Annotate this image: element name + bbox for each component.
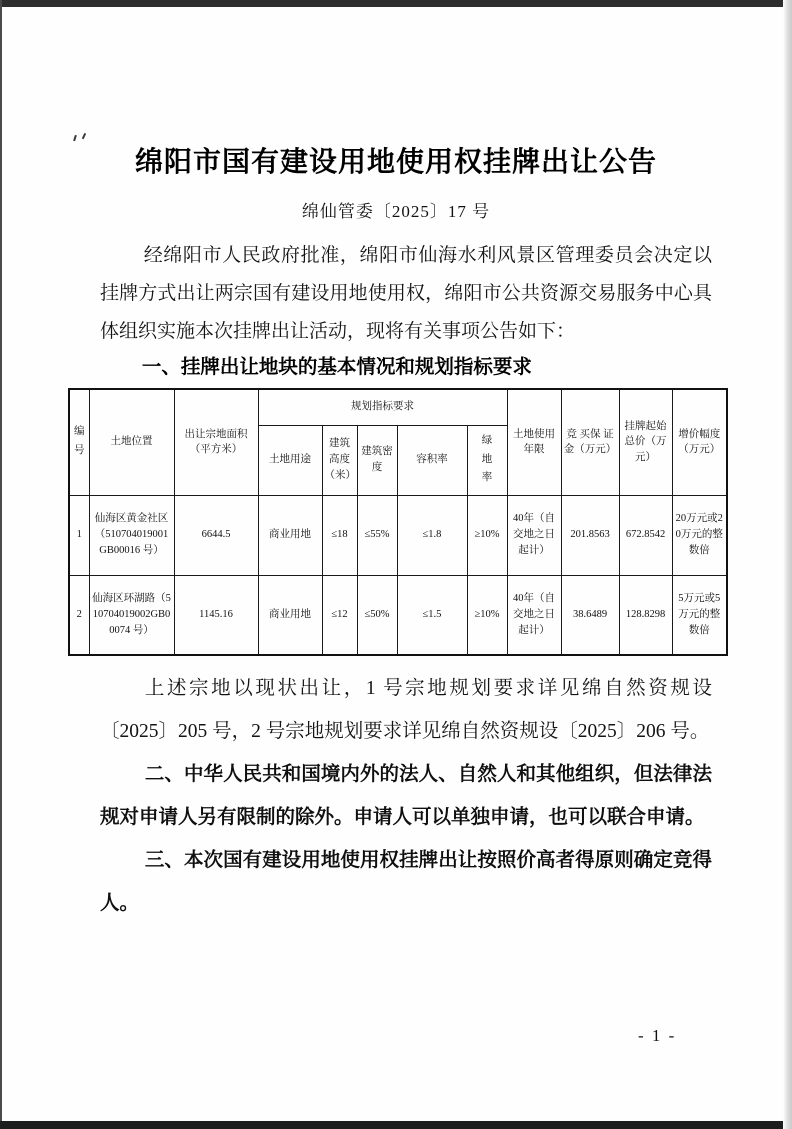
table-row-parcel-2 [69,575,727,655]
scan-edge-bottom [0,1121,792,1129]
cell-far: ≤1.5 [397,575,467,655]
col-header-far: 容积率 [397,425,467,495]
cell-density: ≤55% [357,495,397,575]
page-title: 绵阳市国有建设用地使用权挂牌出让公告 [134,146,657,177]
cell-green: ≥10% [467,575,507,655]
cell-height: ≤18 [322,495,357,575]
cell-use: 商业用地 [258,495,322,575]
col-header-height: 建筑高度（米） [322,425,357,495]
cell-term: 40年（自交地之日起计） [507,495,561,575]
col-header-no [69,389,89,495]
cell-term: 40年（自交地之日起计） [507,575,561,655]
col-header-location: 土地位置 [89,389,174,495]
document-number: 绵仙管委〔2025〕17 号 [301,202,491,221]
cell-use: 商业用地 [258,575,322,655]
col-header-use: 土地用途 [258,425,322,495]
table-row-parcel-1 [69,495,727,575]
paragraph-section-2: 二、中华人民共和国境内外的法人、自然人和其他组织，但法律法规对申请人另有限制的除外。申请人可以单独申请，也可以联合申请。 [100,763,712,828]
col-header-start-price: 挂牌起始总价（万元） [619,389,672,495]
cell-location: 仙海区黄金社区（510704019001GB00016 号） [89,495,174,575]
cell-increment: 20万元或20万元的整数倍 [672,495,727,575]
cell-far: ≤1.8 [397,495,467,575]
land-parcels-table [68,388,728,656]
paragraph-parcel-notes: 上述宗地以现状出让，1 号宗地规划要求详见绵自然资规设〔2025〕205 号，2 号宗地规划要求详见绵自然资规设〔2025〕206 号。 [100,678,712,742]
cell-location: 仙海区环湖路（510704019002GB00074 号） [89,575,174,655]
col-header-term: 土地使用年限 [507,389,561,495]
col-header-density: 建筑密度 [357,425,397,495]
cell-green: ≥10% [467,495,507,575]
cell-increment: 5万元或5万元的整数倍 [672,575,727,655]
scan-artifact [72,133,88,143]
cell-area: 6644.5 [174,495,258,575]
scan-edge-top [0,0,792,7]
cell-density: ≤50% [357,575,397,655]
page-number: - 1 - [638,1026,677,1045]
scan-edge-left [0,0,2,1129]
col-header-area: 出让宗地面积（平方米） [174,389,258,495]
cell-area: 1145.16 [174,575,258,655]
scan-edge-right [783,0,792,1129]
cell-deposit: 201.8563 [561,495,619,575]
cell-no: 2 [69,575,89,655]
col-header-green-label: 绿地率 [481,434,493,484]
col-header-no-label: 编号 [74,426,85,457]
cell-deposit: 38.6489 [561,575,619,655]
cell-start-price: 672.8542 [619,495,672,575]
cell-height: ≤12 [322,575,357,655]
cell-start-price: 128.8298 [619,575,672,655]
section-1-heading: 一、挂牌出让地块的基本情况和规划指标要求 [141,356,532,378]
col-header-increment: 增价幅度（万元） [672,389,727,495]
intro-paragraph: 经绵阳市人民政府批准，绵阳市仙海水利风景区管理委员会决定以挂牌方式出让两宗国有建设用地使用权，绵阳市公共资源交易服务中心具体组织实施本次挂牌出让活动，现将有关事项公告如下： [100,245,712,342]
col-header-planning-group: 规划指标要求 [258,389,507,425]
col-header-green [467,425,507,495]
paragraph-section-3: 三、本次国有建设用地使用权挂牌出让按照价高者得原则确定竞得人。 [100,849,712,914]
cell-no: 1 [69,495,89,575]
col-header-deposit: 竞 买保 证 金（万元） [561,389,619,495]
